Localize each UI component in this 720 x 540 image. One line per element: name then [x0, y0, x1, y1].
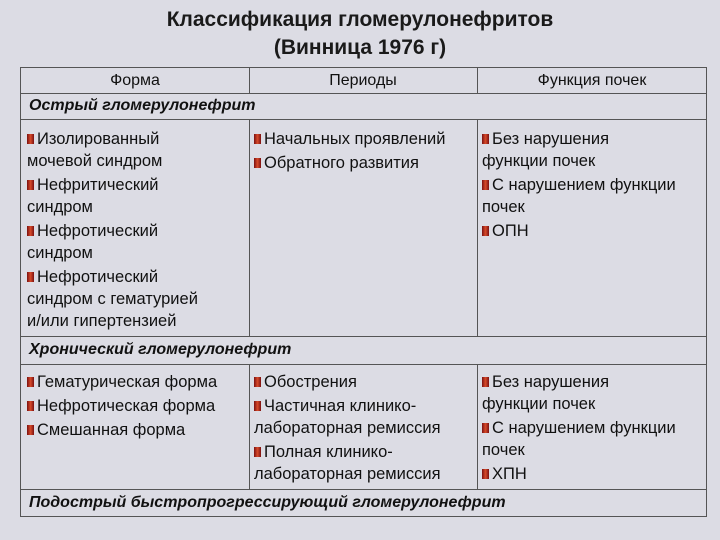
bullet-icon — [482, 423, 489, 433]
header-kidney-function: Функция почек — [537, 72, 647, 89]
header-periods: Периоды — [329, 72, 397, 89]
list-item — [254, 128, 476, 150]
list-item-text: С нарушением функции — [492, 419, 676, 437]
list-item-text: Смешанная форма — [37, 421, 186, 439]
bullet-icon — [27, 134, 34, 144]
acute-periods-cell — [254, 128, 476, 176]
list-item — [482, 371, 706, 415]
header-form: Форма — [110, 72, 160, 89]
divider — [21, 364, 706, 365]
list-item — [27, 174, 247, 218]
title-line-1: Классификация гломерулонефритов — [166, 8, 554, 31]
section-acute-title: Острый гломерулонефрит — [29, 97, 256, 114]
chronic-functions-cell — [482, 371, 706, 487]
list-item-text: функции почек — [482, 395, 596, 413]
bullet-icon — [254, 401, 261, 411]
list-item-text: синдром с гематурией — [27, 290, 198, 308]
list-item — [27, 419, 247, 441]
list-item-text: Изолированный — [37, 130, 160, 148]
list-item-text: синдром — [27, 198, 93, 216]
list-item-text: Без нарушения — [492, 373, 609, 391]
slide-title — [0, 6, 720, 62]
list-item — [482, 174, 706, 218]
classification-table — [20, 67, 707, 517]
divider — [249, 119, 250, 336]
list-item — [27, 266, 247, 332]
list-item-text: ХПН — [492, 465, 527, 483]
list-item-text: Обратного развития — [264, 154, 419, 172]
divider — [477, 364, 478, 489]
bullet-icon — [482, 180, 489, 190]
divider — [21, 336, 706, 337]
divider — [477, 68, 478, 93]
bullet-icon — [254, 447, 261, 457]
bullet-icon — [482, 134, 489, 144]
list-item-text: и/или гипертензией — [27, 312, 177, 330]
bullet-icon — [27, 377, 34, 387]
divider — [21, 93, 706, 94]
list-item-text: Нефритический — [37, 176, 159, 194]
list-item — [482, 128, 706, 172]
list-item-text: Гематурическая форма — [37, 373, 218, 391]
bullet-icon — [27, 226, 34, 236]
list-item-text: Нефротический — [37, 268, 159, 286]
bullet-icon — [482, 377, 489, 387]
bullet-icon — [27, 401, 34, 411]
list-item — [254, 152, 476, 174]
list-item-text: ОПН — [492, 222, 529, 240]
acute-functions-cell — [482, 128, 706, 244]
list-item — [27, 128, 247, 172]
section-chronic-title: Хронический гломерулонефрит — [29, 341, 292, 358]
list-item-text: мочевой синдром — [27, 152, 163, 170]
list-item-text: Начальных проявлений — [264, 130, 446, 148]
list-item-text: Частичная клинико- — [264, 397, 417, 415]
bullet-icon — [254, 134, 261, 144]
list-item-text: лабораторная ремиссия — [254, 419, 441, 437]
chronic-periods-cell — [254, 371, 476, 487]
list-item-text: Нефротический — [37, 222, 159, 240]
bullet-icon — [482, 226, 489, 236]
list-item-text: Без нарушения — [492, 130, 609, 148]
list-item-text: Обострения — [264, 373, 357, 391]
bullet-icon — [27, 425, 34, 435]
bullet-icon — [254, 158, 261, 168]
bullet-icon — [27, 272, 34, 282]
list-item-text: почек — [482, 198, 525, 216]
list-item-text: С нарушением функции — [492, 176, 676, 194]
list-item — [27, 395, 247, 417]
bullet-icon — [482, 469, 489, 479]
divider — [249, 68, 250, 93]
acute-forms-cell — [27, 128, 247, 334]
title-line-2: (Винница 1976 г) — [273, 36, 447, 59]
list-item-text: Полная клинико- — [264, 443, 393, 461]
list-item — [482, 417, 706, 461]
list-item — [482, 220, 706, 242]
list-item-text: функции почек — [482, 152, 596, 170]
list-item-text: Нефротическая форма — [37, 397, 216, 415]
list-item-text: синдром — [27, 244, 93, 262]
list-item — [254, 371, 476, 393]
divider — [21, 489, 706, 490]
bullet-icon — [27, 180, 34, 190]
divider — [477, 119, 478, 336]
list-item — [254, 395, 476, 439]
list-item-text: лабораторная ремиссия — [254, 465, 441, 483]
list-item — [482, 463, 706, 485]
list-item — [254, 441, 476, 485]
bullet-icon — [254, 377, 261, 387]
list-item-text: почек — [482, 441, 525, 459]
divider — [21, 119, 706, 120]
section-subacute-title: Подострый быстропрогрессирующий гломерулонефрит — [29, 494, 506, 511]
chronic-forms-cell — [27, 371, 247, 443]
divider — [249, 364, 250, 489]
list-item — [27, 220, 247, 264]
list-item — [27, 371, 247, 393]
